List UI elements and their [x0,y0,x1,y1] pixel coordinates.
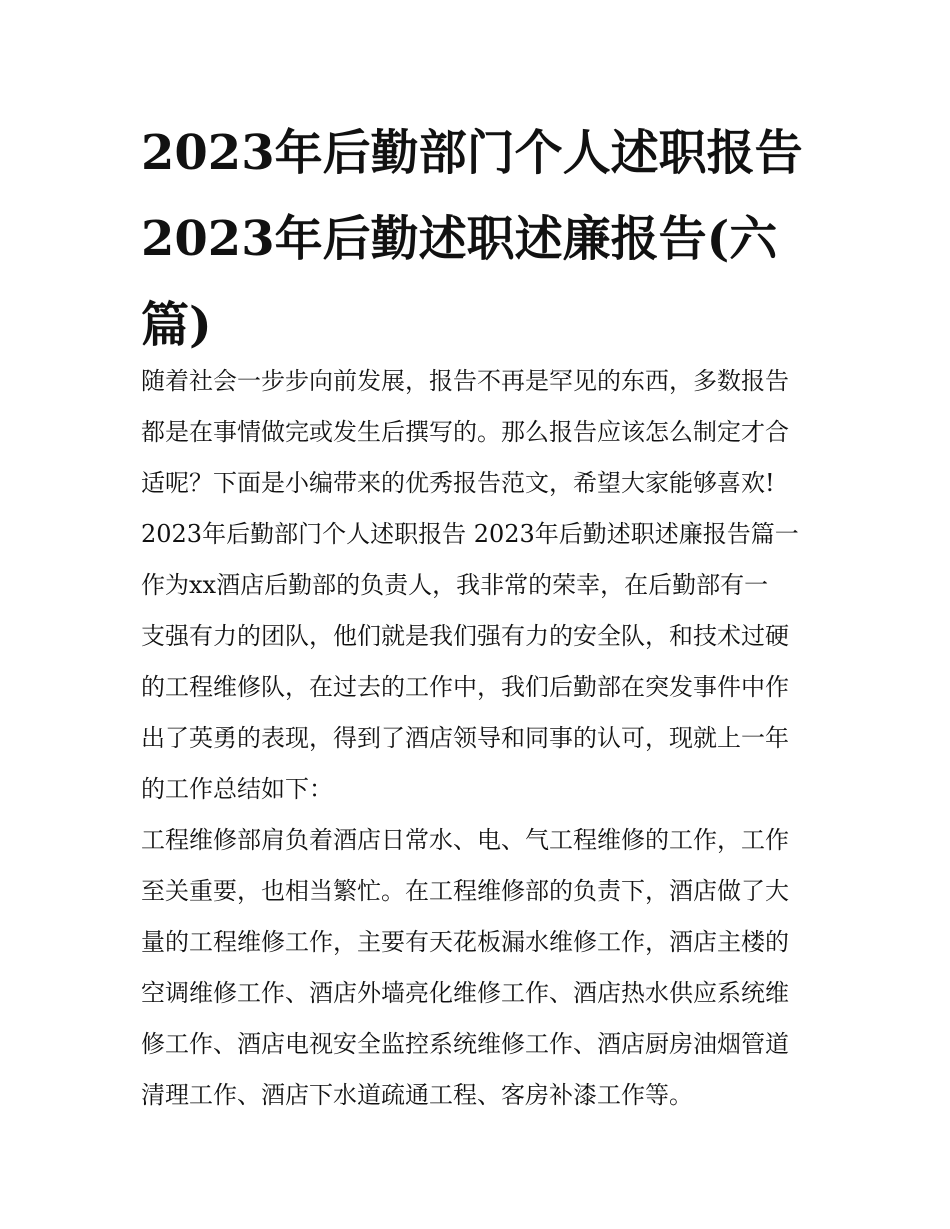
body-line-5: 作为xx酒店后勤部的负责人，我非常的荣幸，在后勤部有一 [141,571,769,599]
body-line-11: 至关重要，也相当繁忙。在工程维修部的负责下，酒店做了大 [141,877,789,905]
title-line-3: 篇) [141,297,212,353]
body-line-7: 的工程维修队，在过去的工作中，我们后勤部在突发事件中作 [141,673,789,701]
body-line-2: 都是在事情做完或发生后撰写的。那么报告应该怎么制定才合 [141,418,789,446]
body-line-15: 清理工作、酒店下水道疏通工程、客房补漆工作等。 [141,1081,693,1109]
body-line-14: 修工作、酒店电视安全监控系统维修工作、酒店厨房油烟管道 [141,1030,789,1058]
body-line-13: 空调维修工作、酒店外墙亮化维修工作、酒店热水供应系统维 [141,979,789,1007]
document-title [141,110,821,368]
body-line-1: 随着社会一步步向前发展，报告不再是罕见的东西，多数报告 [141,367,789,395]
body-line-8: 出了英勇的表现，得到了酒店领导和同事的认可，现就上一年 [141,724,789,752]
title-line-1: 2023年后勤部门个人述职报告 [141,125,803,181]
body-line-4: 2023年后勤部门个人述职报告 2023年后勤述职述廉报告篇一 [141,520,799,548]
body-line-12: 量的工程维修工作，主要有天花板漏水维修工作，酒店主楼的 [141,928,789,956]
body-line-10: 工程维修部肩负着酒店日常水、电、气工程维修的工作，工作 [141,826,789,854]
body-line-3: 适呢？下面是小编带来的优秀报告范文，希望大家能够喜欢! [141,469,775,497]
title-line-2: 2023年后勤述职述廉报告(六 [141,211,778,267]
body-line-6: 支强有力的团队，他们就是我们强有力的安全队，和技术过硬 [141,622,789,650]
body-line-9: 的工作总结如下： [141,775,333,803]
document-body [141,356,813,1121]
